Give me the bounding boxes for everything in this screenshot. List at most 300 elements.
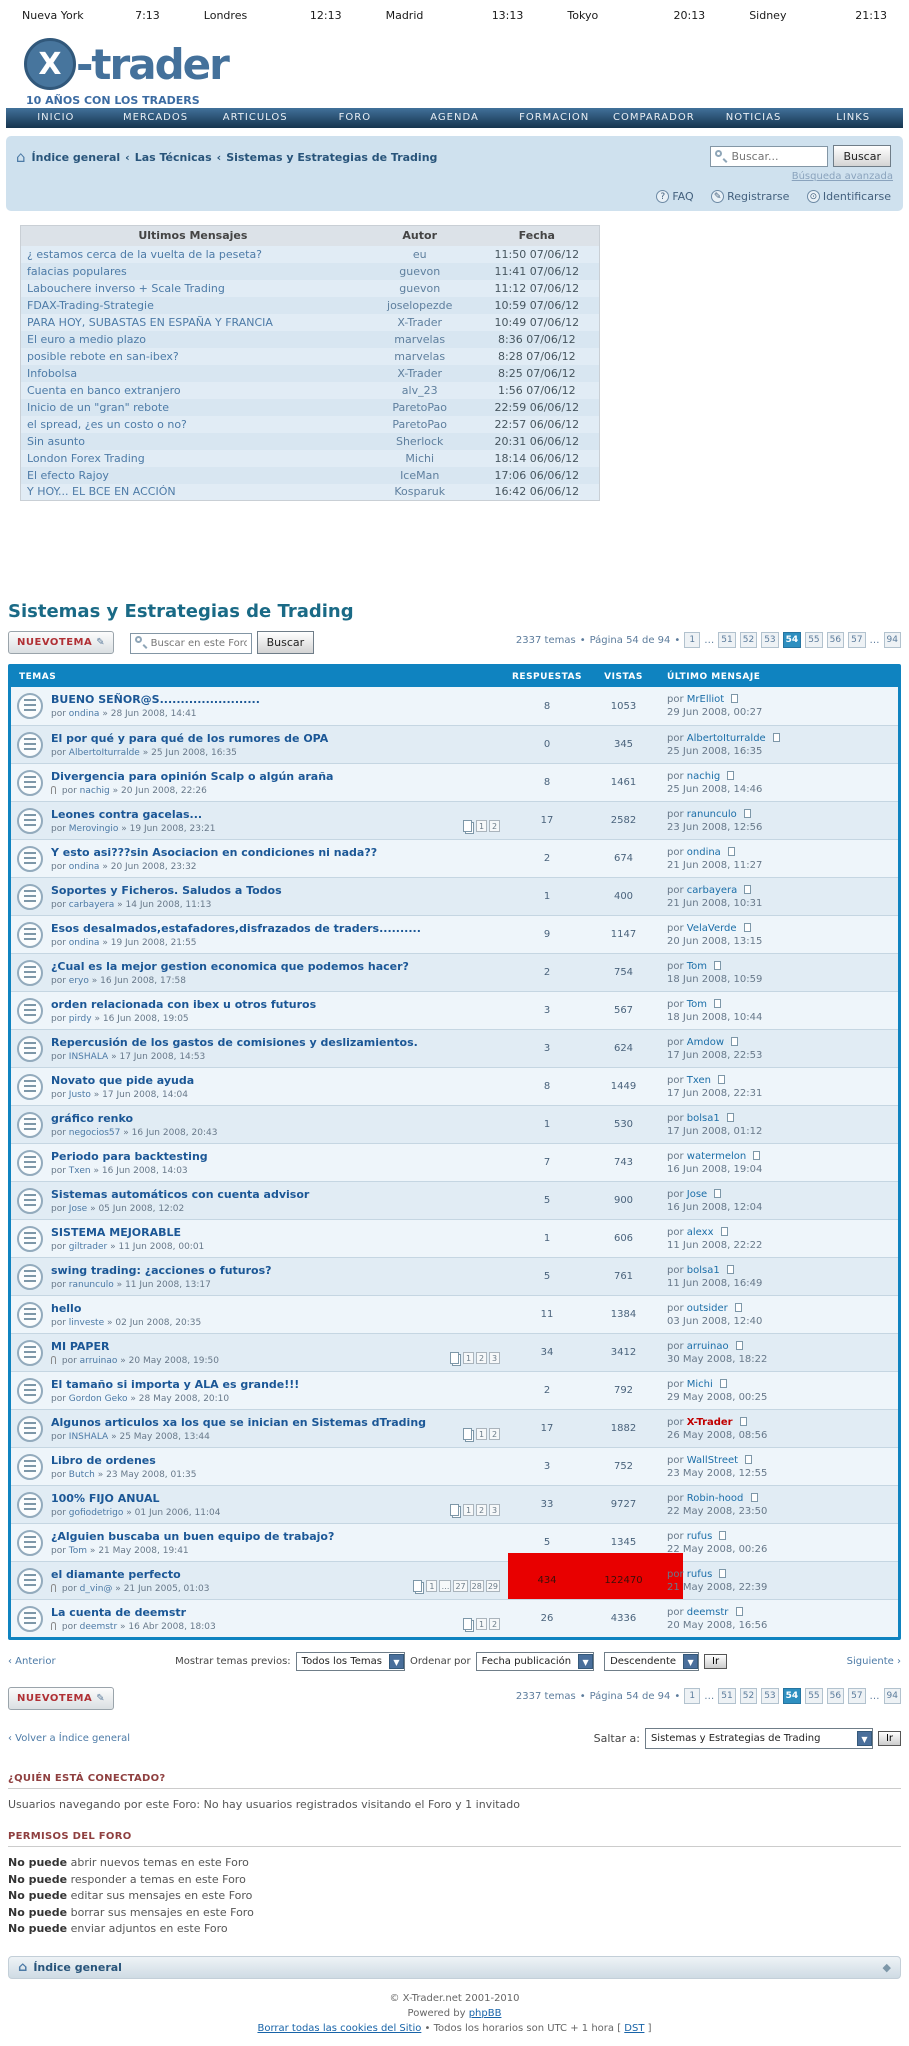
nav-item[interactable]: FORO [338, 112, 372, 123]
topic-starter-line: por d_vin@ » 21 Jun 2005, 01:03 [51, 1584, 210, 1594]
last-poster-link[interactable]: ranunculo [686, 808, 737, 820]
nav-item[interactable]: AGENDA [430, 112, 479, 123]
latest-topic-link[interactable]: el spread, ¿es un costo o no? [21, 416, 365, 433]
latest-topic-link[interactable]: falacias populares [21, 263, 365, 280]
topic-starter-line: por INSHALA » 17 Jun 2008, 14:53 [51, 1051, 206, 1062]
page-indicator: Página 54 de 94 [589, 1690, 671, 1702]
page-link[interactable]: 55 [805, 1688, 822, 1704]
permission-item: No puede enviar adjuntos en este Foro [8, 1922, 228, 1935]
goto-last-post-icon[interactable] [773, 733, 780, 742]
last-post-cell: por rufus 22 May 2008, 00:26 [661, 1527, 898, 1559]
replies-count: 17 [540, 1423, 554, 1434]
starter-name-link[interactable]: deemstr [79, 1621, 118, 1632]
topic-title-link[interactable]: Libro de ordenes [51, 1453, 156, 1467]
goto-last-post-icon[interactable] [736, 1341, 743, 1350]
last-poster-link[interactable]: bolsa1 [686, 1264, 720, 1276]
last-poster-link[interactable]: Txen [686, 1074, 711, 1086]
last-poster-link[interactable]: AlbertoIturralde [686, 732, 766, 744]
topic-title-link[interactable]: Soportes y Ficheros. Saludos a Todos [51, 883, 282, 897]
topic-page-link[interactable]: 29 [487, 1581, 498, 1591]
starter-name-link[interactable]: arruinao [79, 1355, 118, 1366]
topic-icon [17, 1568, 43, 1594]
topic-title-link[interactable]: SISTEMA MEJORABLE [51, 1225, 182, 1239]
goto-last-post-icon[interactable] [744, 885, 751, 894]
goto-last-post-icon[interactable] [731, 1037, 738, 1046]
views-count: 792 [613, 1385, 634, 1396]
last-post-cell: por AlbertoIturralde 25 Jun 2008, 16:35 [661, 729, 898, 761]
page-link[interactable]: 94 [884, 632, 901, 648]
starter-name-link[interactable]: Merovingio [68, 823, 119, 834]
last-poster-link[interactable]: arruinao [686, 1340, 729, 1352]
latest-author: eu [365, 246, 475, 263]
multipage-icon [450, 1352, 459, 1364]
topic-page-link[interactable]: 2 [476, 1504, 487, 1516]
nav-item[interactable]: NOTICIAS [725, 112, 782, 123]
goto-last-post-icon[interactable] [736, 1607, 743, 1616]
last-post-date: 11 Jun 2008, 22:22 [667, 1239, 763, 1251]
views-count: 4336 [610, 1613, 637, 1624]
go-button[interactable]: Ir [704, 1654, 727, 1669]
topic-page-link[interactable]: 3 [489, 1352, 500, 1364]
topic-page-link[interactable]: 1 [476, 1618, 487, 1630]
latest-row [21, 263, 600, 280]
breadcrumb-link[interactable]: Índice general [31, 150, 121, 164]
starter-name-link[interactable]: AlbertoIturralde [68, 747, 140, 758]
goto-last-post-icon[interactable] [721, 1227, 728, 1236]
topic-icon [17, 1150, 43, 1176]
show-topics-select[interactable]: Todos los Temas ▼ [296, 1652, 405, 1671]
forum-search-button[interactable]: Buscar [257, 631, 315, 654]
topic-title-link[interactable]: Sistemas automáticos con cuenta advisor [51, 1187, 310, 1201]
last-poster-link[interactable]: bolsa1 [686, 1112, 720, 1124]
topic-page-link[interactable]: 1 [463, 1352, 474, 1364]
search-input[interactable] [710, 146, 828, 167]
last-post-date: 20 Jun 2008, 13:15 [667, 935, 763, 947]
topic-page-link[interactable]: 2 [489, 820, 500, 832]
topic-title-link[interactable]: MI PAPER [51, 1339, 110, 1353]
latest-topic-link[interactable]: ¿ estamos cerca de la vuelta de la peseta? [21, 246, 365, 263]
page-link[interactable]: 53 [761, 632, 778, 648]
latest-topic-link[interactable]: Labouchere inverso + Scale Trading [21, 280, 365, 297]
user-link-icon: ✎ [711, 190, 724, 203]
topic-title-link[interactable]: BUENO SEÑOR@S........................ [51, 693, 260, 706]
new-topic-button[interactable]: NUEVOTEMA ✎ [8, 1687, 114, 1710]
topic-start-date: 05 Jun 2008, 12:02 [98, 1203, 185, 1214]
topic-start-date: 02 Jun 2008, 20:35 [115, 1317, 202, 1328]
next-link[interactable]: Siguiente › [846, 1655, 901, 1667]
last-poster-link[interactable]: carbayera [686, 884, 738, 896]
starter-name-link[interactable]: linveste [68, 1317, 105, 1328]
topic-title-link[interactable]: Repercusión de los gastos de comisiones y deslizamientos. [51, 1035, 418, 1049]
last-poster-link[interactable]: Amdow [686, 1036, 724, 1048]
topic-row [11, 1219, 898, 1257]
breadcrumb-separator: ‹ [216, 150, 222, 164]
topic-start-date: 20 Jun 2008, 22:26 [121, 785, 207, 796]
latest-topic-link[interactable]: Y HOY... EL BCE EN ACCIÓN [21, 484, 365, 501]
nav-item[interactable]: LINKS [836, 112, 871, 123]
back-to-index-link[interactable]: ‹ Volver a Índice general [8, 1733, 131, 1744]
topic-title-link[interactable]: Divergencia para opinión Scalp o algún araña [51, 769, 334, 783]
latest-author: Sherlock [365, 433, 475, 450]
goto-last-post-icon[interactable] [731, 694, 738, 703]
last-post-cell: por Michi 29 May 2008, 00:25 [661, 1375, 898, 1407]
latest-date: 10:59 07/06/12 [475, 297, 600, 314]
last-poster-link[interactable]: Michi [686, 1378, 713, 1390]
topic-title-link[interactable]: Esos desalmados,estafadores,disfrazados de traders.......... [51, 921, 421, 935]
last-poster-link[interactable]: alexx [686, 1226, 714, 1238]
topic-title-link[interactable]: La cuenta de deemstr [51, 1605, 187, 1619]
starter-name-link[interactable]: gofiodetrigo [68, 1507, 124, 1518]
goto-last-post-icon[interactable] [728, 847, 735, 856]
page-link[interactable]: 1 [684, 1688, 700, 1704]
topic-row [11, 1599, 898, 1637]
topic-starter-line: por ranunculo » 11 Jun 2008, 13:17 [51, 1279, 211, 1290]
latest-header-title: Ultimos Mensajes [21, 226, 365, 246]
nav-item[interactable]: INICIO [37, 112, 75, 123]
jump-to-select[interactable]: Sistemas y Estrategias de Trading ▼ [645, 1728, 873, 1749]
starter-name-link[interactable]: Jose [68, 1203, 88, 1214]
last-post-date: 23 May 2008, 12:55 [667, 1467, 768, 1479]
latest-topic-link[interactable]: PARA HOY, SUBASTAS EN ESPAÑA Y FRANCIA [21, 314, 365, 331]
topic-title-link[interactable]: ¿Alguien buscaba un buen equipo de trabajo? [51, 1529, 335, 1543]
topic-title-link[interactable]: Leones contra gacelas... [51, 807, 203, 821]
user-link[interactable]: ✎ Registrarse [711, 190, 789, 203]
topic-title-link[interactable]: Algunos articulos xa los que se inician en Sistemas dTrading [51, 1415, 427, 1429]
chevron-down-icon: ▼ [578, 1654, 593, 1669]
page-link[interactable]: 1 [684, 632, 700, 648]
search-icon [135, 636, 142, 643]
goto-last-post-icon[interactable] [719, 1531, 726, 1540]
latest-topic-link[interactable]: Cuenta en banco extranjero [21, 382, 365, 399]
goto-last-post-icon[interactable] [719, 1569, 726, 1578]
topic-page-link[interactable]: 2 [489, 1428, 500, 1440]
goto-last-post-icon[interactable] [744, 809, 751, 818]
topic-starter-line: por carbayera » 14 Jun 2008, 11:13 [51, 899, 212, 910]
last-post-date: 25 Jun 2008, 16:35 [667, 745, 763, 757]
breadcrumb-link[interactable]: Las Técnicas [134, 150, 212, 164]
nav-item[interactable]: COMPARADOR [613, 112, 695, 123]
goto-last-post-icon[interactable] [714, 1189, 721, 1198]
latest-date: 16:42 06/06/12 [475, 484, 600, 501]
topic-starter-line: por eryo » 16 Jun 2008, 17:58 [51, 975, 186, 986]
search-button[interactable]: Buscar [833, 145, 891, 167]
last-poster-link[interactable]: MrElliot [686, 694, 725, 705]
user-link[interactable]: ? FAQ [656, 190, 693, 203]
pagination-top: 2337 temas • Página 54 de 94 • 1 … 51 52 53 54 55 56 57 … 94 [516, 632, 901, 648]
topic-start-date: 28 May 2008, 20:10 [138, 1393, 230, 1404]
topic-start-date: 16 Jun 2008, 17:58 [100, 975, 186, 986]
goto-last-post-icon[interactable] [727, 771, 734, 780]
copyright: © X-Trader.net 2001-2010 [389, 1992, 520, 2004]
home-icon: ⌂ [18, 1959, 28, 1975]
nav-item[interactable]: MERCADOS [122, 112, 189, 123]
goto-last-post-icon[interactable] [735, 1303, 742, 1312]
latest-topic-link[interactable]: London Forex Trading [21, 450, 365, 467]
page-link[interactable]: 54 [783, 1688, 802, 1704]
dst-link[interactable]: DST [624, 2022, 645, 2034]
last-poster-link[interactable]: watermelon [686, 1150, 747, 1162]
latest-author: guevon [365, 263, 475, 280]
topic-title-link[interactable]: Novato que pide ayuda [51, 1073, 195, 1087]
starter-name-link[interactable]: INSHALA [68, 1431, 109, 1442]
topic-start-date: 14 Jun 2008, 11:13 [125, 899, 212, 910]
page-link[interactable]: 53 [761, 1688, 778, 1704]
latest-row [21, 348, 600, 365]
last-poster-link[interactable]: outsider [686, 1302, 728, 1314]
nav-item[interactable]: FORMACION [519, 112, 590, 123]
topic-title-link[interactable]: gráfico renko [51, 1111, 134, 1125]
delete-cookies-link[interactable]: Borrar todas las cookies del Sitio [257, 2022, 422, 2034]
latest-topic-link[interactable]: Inicio de un "gran" rebote [21, 399, 365, 416]
topic-title-link[interactable]: Y esto asi???sin Asociacion en condiciones ni nada?? [51, 845, 378, 859]
topic-page-link[interactable]: 2 [489, 1618, 500, 1630]
starter-name-link[interactable]: giltrader [68, 1241, 108, 1252]
latest-author: IceMan [365, 467, 475, 484]
goto-last-post-icon[interactable] [727, 1113, 734, 1122]
replies-count: 2 [543, 967, 551, 978]
starter-name-link[interactable]: nachig [79, 785, 110, 796]
latest-topic-link[interactable]: FDAX-Trading-Strategie [21, 297, 365, 314]
views-count: 3412 [610, 1347, 637, 1358]
footer-bar-index-link[interactable]: Índice general [33, 1960, 122, 1974]
topic-page-link[interactable]: 1 [463, 1504, 474, 1516]
goto-last-post-icon[interactable] [714, 961, 721, 970]
multipage-icon [463, 820, 472, 832]
starter-name-link[interactable]: eryo [68, 975, 89, 986]
starter-name-link[interactable]: ondina [68, 861, 100, 872]
starter-name-link[interactable]: carbayera [68, 899, 115, 910]
latest-topic-link[interactable]: El euro a medio plazo [21, 331, 365, 348]
user-link-icon: ? [656, 190, 669, 203]
last-poster-link[interactable]: Tom [686, 998, 708, 1010]
page-link[interactable]: 54 [783, 632, 802, 648]
last-poster-link[interactable]: Tom [686, 960, 708, 972]
latest-topic-link[interactable]: posible rebote en san-ibex? [21, 348, 365, 365]
topic-start-date: 25 Jun 2008, 16:35 [151, 747, 237, 758]
permission-item: No puede abrir nuevos temas en este Foro [8, 1856, 249, 1869]
replies-count: 1 [543, 1119, 551, 1130]
advanced-search-link[interactable]: Búsqueda avanzada [791, 171, 893, 182]
topic-icon [17, 1530, 43, 1556]
goto-last-post-icon[interactable] [745, 1455, 752, 1464]
topic-mini-pagination [413, 1580, 500, 1592]
topic-title-link[interactable]: orden relacionada con ibex u otros futuros [51, 997, 317, 1011]
page-link[interactable]: 56 [827, 632, 844, 648]
last-poster-link[interactable]: Robin-hood [686, 1492, 744, 1504]
diamond-icon[interactable]: ◆ [882, 1960, 891, 1974]
page-link[interactable]: 55 [805, 632, 822, 648]
last-poster-link[interactable]: rufus [686, 1568, 713, 1580]
world-clock [364, 9, 546, 22]
latest-row [21, 382, 600, 399]
order-by-select[interactable]: Fecha publicación ▼ [476, 1652, 594, 1671]
replies-count: 3 [543, 1005, 551, 1016]
topic-row [11, 953, 898, 991]
last-post-date: 17 Jun 2008, 01:12 [667, 1125, 763, 1137]
starter-name-link[interactable]: INSHALA [68, 1051, 109, 1062]
topic-page-link[interactable]: 28 [471, 1581, 482, 1591]
page-link[interactable]: 52 [740, 1688, 757, 1704]
show-topics-label: Mostrar temas previos: [175, 1655, 291, 1667]
last-poster-link[interactable]: Jose [686, 1188, 708, 1200]
views-count: 674 [613, 853, 634, 864]
latest-author: Kosparuk [365, 484, 475, 501]
views-count: 900 [613, 1195, 634, 1206]
last-post-cell: por Tom 18 Jun 2008, 10:59 [661, 957, 898, 989]
replies-count: 5 [543, 1271, 551, 1282]
topic-title-link[interactable]: hello [51, 1301, 82, 1315]
starter-name-link[interactable]: Tom [68, 1545, 88, 1556]
prev-link[interactable]: ‹ Anterior [8, 1655, 56, 1667]
topic-mini-pagination [450, 1504, 500, 1516]
pencil-icon: ✎ [96, 1692, 105, 1704]
latest-date: 8:36 07/06/12 [475, 331, 600, 348]
topic-start-date: 16 Jun 2008, 19:05 [102, 1013, 189, 1024]
latest-header-fecha: Fecha [475, 226, 600, 246]
topic-page-link[interactable]: 27 [455, 1581, 466, 1591]
page-link[interactable]: 51 [718, 632, 735, 648]
topic-page-link[interactable]: 1 [476, 820, 487, 832]
topic-title-link[interactable]: Periodo para backtesting [51, 1149, 208, 1163]
nav-item[interactable]: ARTICULOS [222, 112, 288, 123]
page-link[interactable]: 94 [884, 1688, 901, 1704]
world-clock [0, 9, 182, 22]
multipage-icon [463, 1618, 472, 1630]
topic-title-link[interactable]: ¿Cual es la mejor gestion economica que podemos hacer? [51, 959, 409, 973]
topic-starter-line: por negocios57 » 16 Jun 2008, 20:43 [51, 1127, 218, 1138]
last-post-date: 18 Jun 2008, 10:59 [667, 973, 763, 985]
page-ellipsis: … [704, 634, 715, 646]
goto-last-post-icon[interactable] [740, 1417, 747, 1426]
last-post-date: 25 Jun 2008, 14:46 [667, 783, 763, 795]
goto-last-post-icon[interactable] [720, 1379, 727, 1388]
jump-go-button[interactable]: Ir [878, 1731, 901, 1746]
last-post-date: 18 Jun 2008, 10:44 [667, 1011, 763, 1023]
last-poster-link[interactable]: nachig [686, 770, 721, 782]
latest-date: 22:59 06/06/12 [475, 399, 600, 416]
topic-count: 2337 temas [515, 634, 576, 646]
topic-row [11, 1257, 898, 1295]
breadcrumb [16, 144, 893, 170]
last-poster-link[interactable]: rufus [686, 1530, 713, 1542]
goto-last-post-icon[interactable] [744, 923, 751, 932]
latest-date: 11:41 07/06/12 [475, 263, 600, 280]
replies-count: 11 [540, 1309, 554, 1320]
direction-select[interactable]: Descendente ▼ [604, 1652, 699, 1671]
last-poster-link[interactable]: VelaVerde [686, 922, 737, 934]
latest-topic-link[interactable]: Sin asunto [21, 433, 365, 450]
user-link[interactable]: ⊙ Identificarse [807, 190, 891, 203]
page-link[interactable]: 57 [848, 1688, 865, 1704]
latest-topic-link[interactable]: Infobolsa [21, 365, 365, 382]
topic-row [11, 991, 898, 1029]
starter-name-link[interactable]: Butch [68, 1469, 95, 1480]
phpbb-link[interactable]: phpBB [468, 2007, 502, 2019]
topic-row [11, 1561, 898, 1599]
col-temas: TEMAS [19, 672, 57, 682]
topic-page-link[interactable]: 1 [476, 1428, 487, 1440]
goto-last-post-icon[interactable] [727, 1265, 734, 1274]
starter-name-link[interactable]: ondina [68, 709, 100, 719]
last-poster-link[interactable]: ondina [686, 846, 721, 858]
latest-topic-link[interactable]: El efecto Rajoy [21, 467, 365, 484]
topic-title-link[interactable]: El tamaño si importa y ALA es grande!!! [51, 1377, 300, 1391]
multipage-icon [450, 1504, 459, 1516]
page-link[interactable]: 51 [718, 1688, 735, 1704]
latest-row [21, 331, 600, 348]
last-poster-link[interactable]: deemstr [686, 1606, 729, 1618]
topic-icon [17, 922, 43, 948]
home-icon[interactable]: ⌂ [16, 148, 26, 166]
breadcrumb-link[interactable]: Sistemas y Estrategias de Trading [226, 150, 438, 164]
topic-page-link[interactable]: 2 [476, 1352, 487, 1364]
topic-title-link[interactable]: 100% FIJO ANUAL [51, 1491, 160, 1505]
page-link[interactable]: 57 [848, 632, 865, 648]
goto-last-post-icon[interactable] [714, 999, 721, 1008]
starter-name-link[interactable]: ranunculo [68, 1279, 114, 1290]
latest-messages-table [20, 225, 600, 501]
topic-title-link[interactable]: swing trading: ¿acciones o futuros? [51, 1263, 272, 1277]
new-topic-button[interactable]: NUEVOTEMA ✎ [8, 631, 114, 654]
topic-title-link[interactable]: el diamante perfecto [51, 1567, 181, 1581]
topic-start-date: 20 May 2008, 19:50 [128, 1355, 219, 1366]
last-poster-link[interactable]: WallStreet [686, 1454, 739, 1466]
starter-name-link[interactable]: Justo [68, 1089, 91, 1100]
site-logo-text[interactable]: -trader [76, 40, 228, 89]
pencil-icon: ✎ [96, 636, 105, 648]
topic-icon [17, 1074, 43, 1100]
topic-row [11, 839, 898, 877]
latest-date: 11:50 07/06/12 [475, 246, 600, 263]
page-link[interactable]: 56 [827, 1688, 844, 1704]
latest-date: 10:49 07/06/12 [475, 314, 600, 331]
replies-count: 5 [543, 1537, 551, 1548]
starter-name-link[interactable]: d_vin@ [79, 1583, 113, 1594]
topic-starter-line: por INSHALA » 25 May 2008, 13:44 [51, 1431, 210, 1442]
starter-name-link[interactable]: Txen [68, 1165, 91, 1176]
topic-page-link[interactable]: … [441, 1581, 450, 1591]
topic-page-link[interactable]: 1 [426, 1580, 437, 1592]
last-post-date: 16 Jun 2008, 12:04 [667, 1201, 763, 1213]
starter-name-link[interactable]: negocios57 [68, 1127, 121, 1138]
user-link-icon: ⊙ [807, 190, 820, 203]
goto-last-post-icon[interactable] [753, 1151, 760, 1160]
attachment-icon [51, 1356, 56, 1364]
last-post-date: 11 Jun 2008, 16:49 [667, 1277, 763, 1289]
chevron-down-icon: ▼ [389, 1654, 404, 1669]
starter-name-link[interactable]: Gordon Geko [68, 1393, 128, 1404]
clock-city: Sidney [749, 8, 787, 22]
goto-last-post-icon[interactable] [751, 1493, 758, 1502]
topic-row [11, 1143, 898, 1181]
goto-last-post-icon[interactable] [718, 1075, 725, 1084]
last-post-cell: por WallStreet 23 May 2008, 12:55 [661, 1451, 898, 1483]
site-logo-icon[interactable]: X [24, 38, 76, 90]
last-poster-link[interactable]: X-Trader [686, 1416, 733, 1428]
topics-table-header [11, 667, 898, 687]
topic-title-link[interactable]: El por qué y para qué de los rumores de OPA [51, 731, 329, 745]
latest-date: 1:56 07/06/12 [475, 382, 600, 399]
forum-search-input[interactable] [130, 633, 252, 654]
topic-page-link[interactable]: 3 [489, 1504, 500, 1516]
starter-name-link[interactable]: pirdy [68, 1013, 92, 1024]
page-link[interactable]: 52 [740, 632, 757, 648]
topic-start-date: 28 Jun 2008, 14:41 [110, 709, 197, 719]
starter-name-link[interactable]: ondina [68, 937, 100, 948]
latest-author: ParetoPao [365, 416, 475, 433]
latest-author: marvelas [365, 348, 475, 365]
topic-starter-line: por Justo » 17 Jun 2008, 14:04 [51, 1089, 188, 1100]
